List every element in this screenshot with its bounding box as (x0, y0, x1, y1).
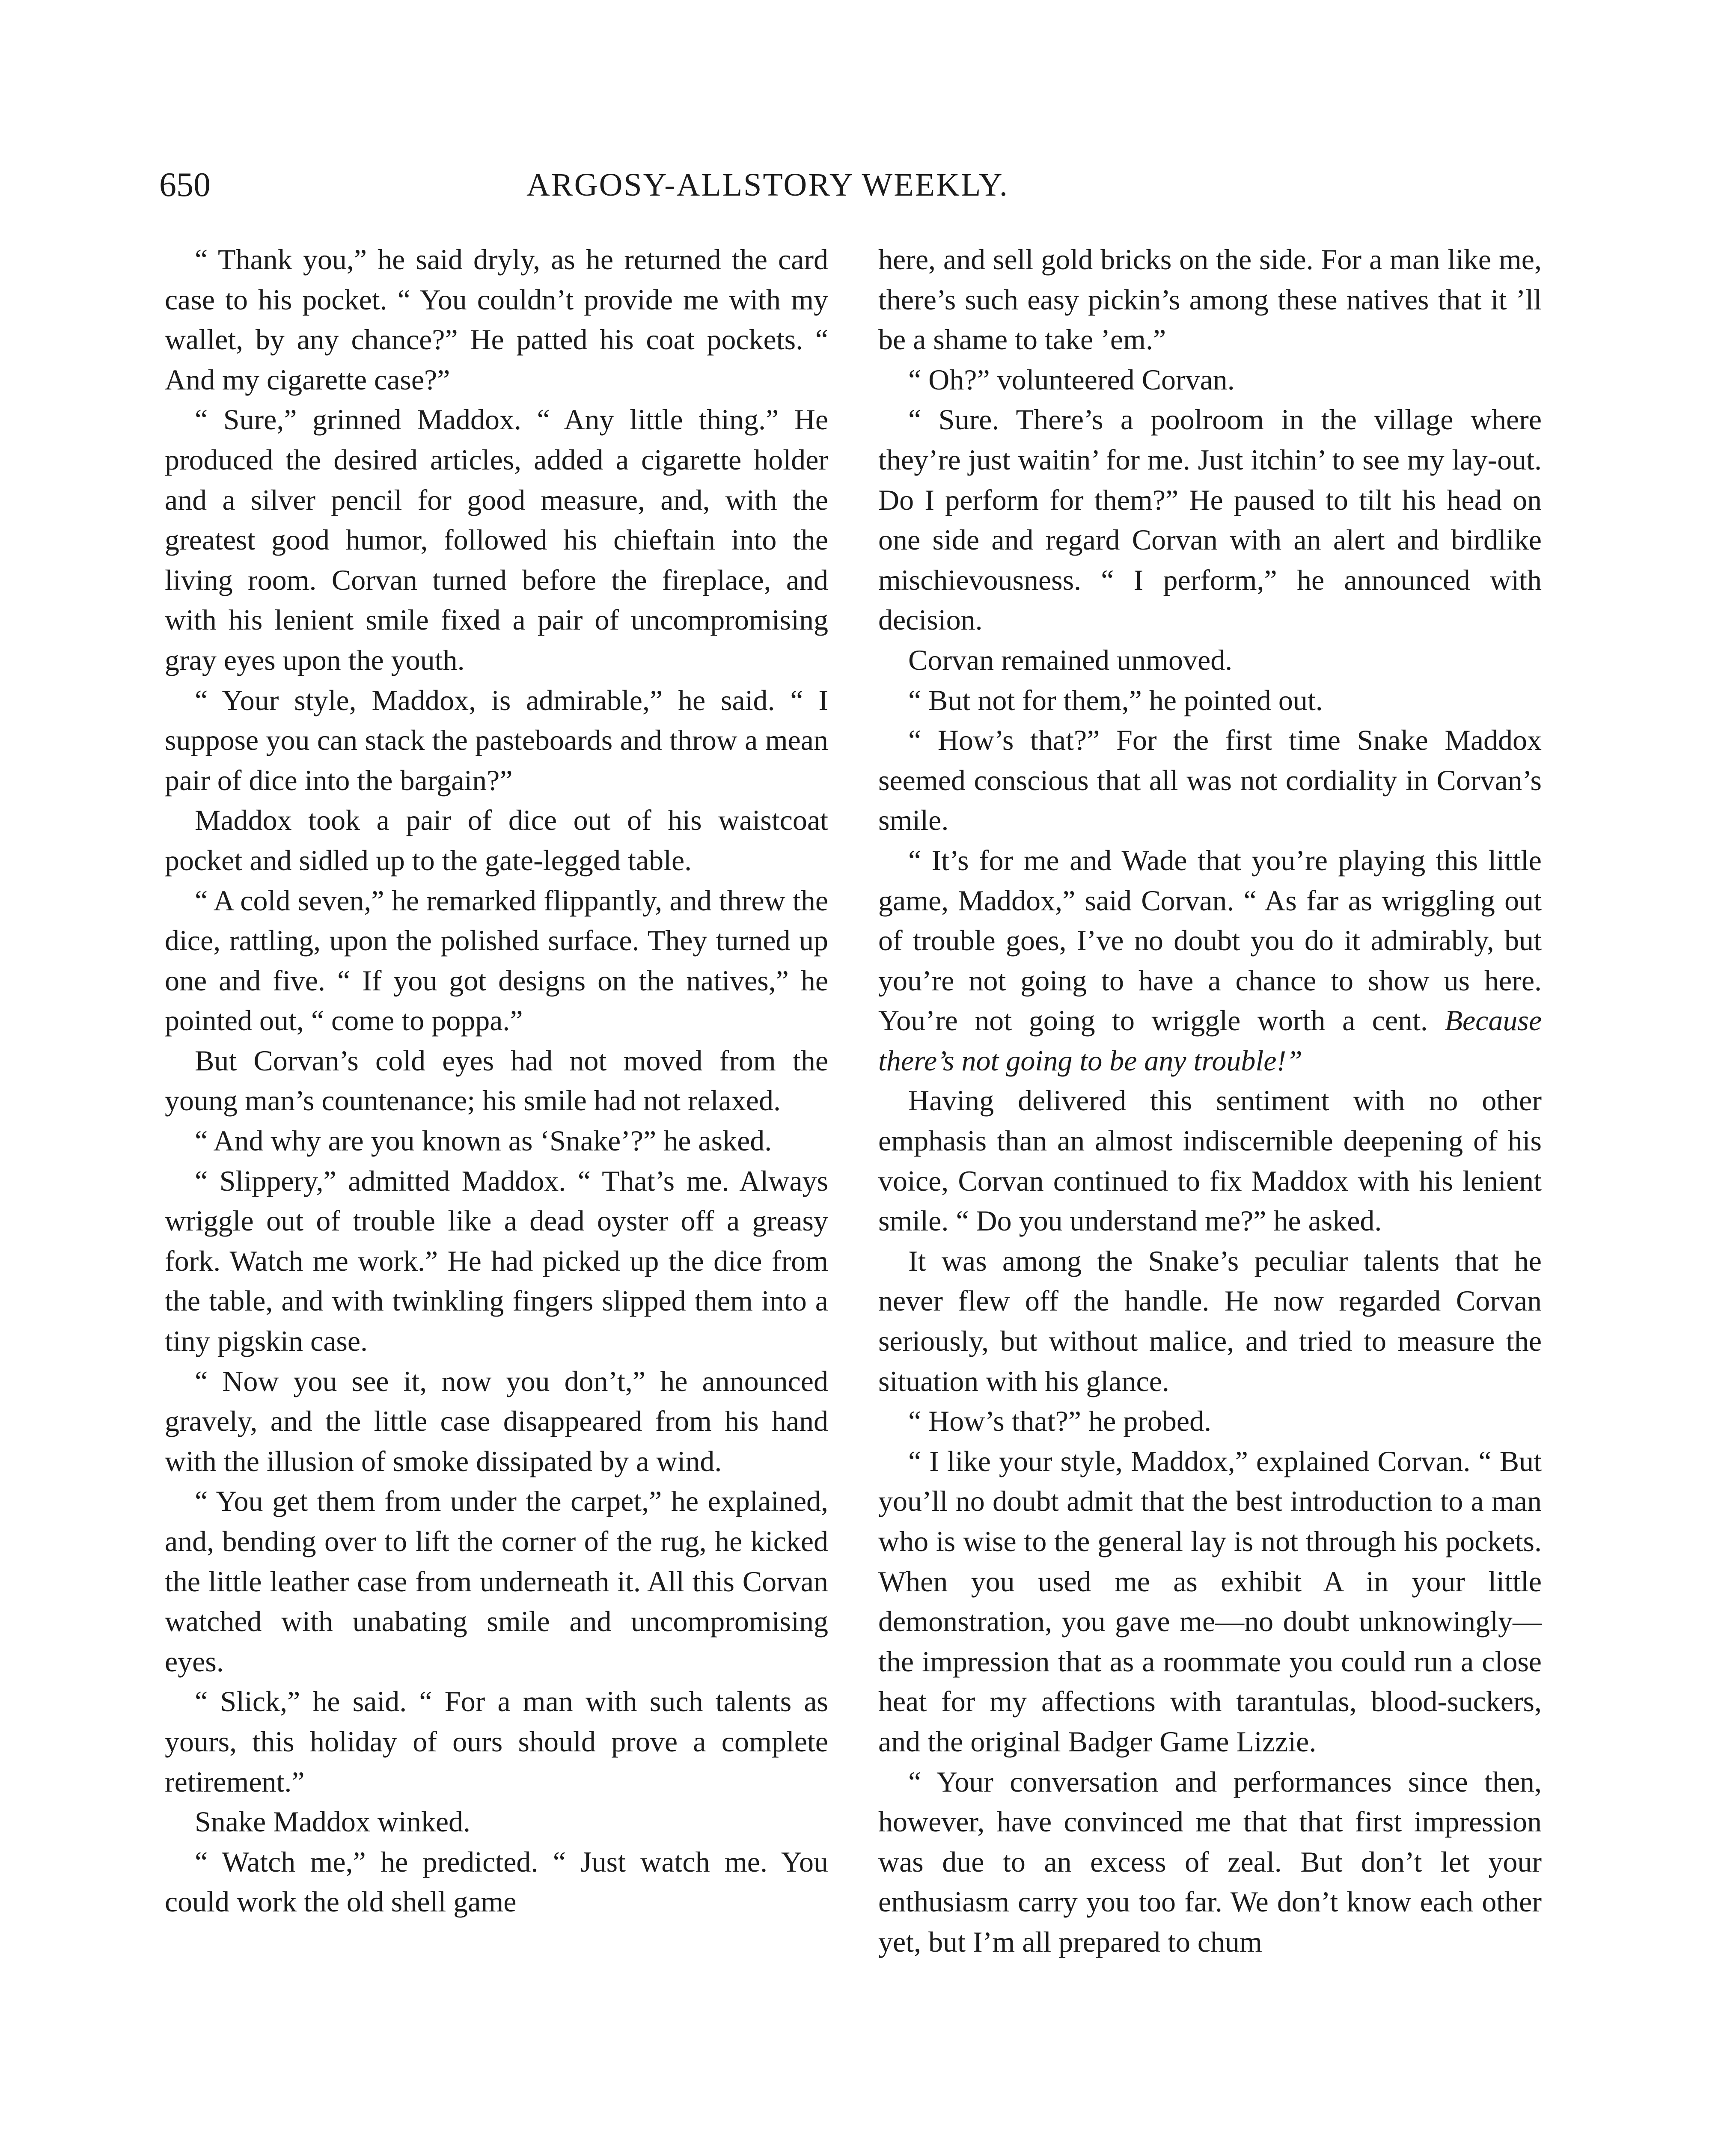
paragraph (165, 240, 828, 400)
paragraph-italic-text: Because there’s not going to be any trouble!” (878, 1004, 1542, 1077)
page-number: 650 (159, 166, 211, 204)
paragraph-text: “ You get them from under the carpet,” he explained, and, bending over to lift the corner of the rug, he kicked the little leather case from underneath it. All this Corvan watched with unabating smile and uncompromising eyes. (165, 1485, 828, 1678)
paragraph (878, 681, 1542, 721)
paragraph-text: “ How’s that?” For the first time Snake Maddox seemed conscious that all was not cordiality in Corvan’s smile. (878, 724, 1542, 837)
paragraph-text: here, and sell gold bricks on the side. For a man like me, there’s such easy pickin’s among these natives that it ’ll be a shame to take ’em.” (878, 243, 1542, 356)
paragraph (878, 1442, 1542, 1762)
paragraph-text: “ How’s that?” he probed. (908, 1405, 1212, 1438)
paragraph-text: “ I like your style, Maddox,” explained Corvan. “ But you’ll no doubt admit that the best introduction to a man who is wise to the general lay is not through his pockets. When you used me as exhibit A in your little demonstration, you gave me—no doubt unknowingly—the impression that as a roommate you could run a close heat for my affections with tarantulas, blood-suckers, and the original Badger Game Lizzie. (878, 1444, 1542, 1758)
paragraph (878, 1401, 1542, 1442)
paragraph (165, 400, 828, 680)
running-title: ARGOSY-ALLSTORY WEEKLY. (526, 167, 1009, 203)
paragraph (165, 1121, 828, 1161)
paragraph-text: “ It’s for me and Wade that you’re playing this little game, Maddox,” said Corvan. “ As far as wriggling out of trouble goes, I’ve no doubt you do it admirably, but you’re not going to have a chance to show us here. You’re not going to wriggle worth a cent. (878, 844, 1542, 1037)
paragraph (165, 1041, 828, 1121)
paragraph-text: “ Watch me,” he predicted. “ Just watch me. You could work the old shell game (165, 1845, 828, 1918)
paragraph (165, 800, 828, 880)
paragraph (165, 1161, 828, 1361)
paragraph (878, 240, 1542, 360)
paragraph (878, 841, 1542, 1081)
paragraph (878, 720, 1542, 841)
paragraph-text: It was among the Snake’s peculiar talents that he never flew off the handle. He now regarded Corvan seriously, but without malice, and tried to measure the situation with his glance. (878, 1244, 1542, 1397)
paragraph-text: Snake Maddox winked. (195, 1805, 471, 1838)
paragraph-text: “ Slick,” he said. “ For a man with such talents as yours, this holiday of ours should prove a complete retirement.” (165, 1685, 828, 1798)
paragraph-text: “ Your conversation and performances since then, however, have convinced me that that first impression was due to an excess of zeal. But don’t let your enthusiasm carry you too far. We don’t know each other yet, but I’m all prepared to chum (878, 1765, 1542, 1958)
paragraph-text: Corvan remained unmoved. (908, 643, 1233, 676)
paragraph (878, 400, 1542, 640)
left-column (165, 240, 828, 1922)
paragraph (165, 1481, 828, 1682)
paragraph-text: “ A cold seven,” he remarked flippantly, and threw the dice, rattling, upon the polished surface. They turned up one and five. “ If you got designs on the natives,” he pointed out, “ come to poppa.” (165, 884, 828, 1037)
paragraph (165, 881, 828, 1041)
paragraph (165, 1842, 828, 1922)
paragraph (878, 640, 1542, 681)
paragraph-text: Maddox took a pair of dice out of his waistcoat pocket and sidled up to the gate-legged table. (165, 804, 828, 877)
paragraph (165, 1802, 828, 1842)
paragraph-text: “ Now you see it, now you don’t,” he announced gravely, and the little case disappeared from his hand with the illusion of smoke dissipated by a wind. (165, 1364, 828, 1477)
paragraph (878, 360, 1542, 400)
paragraph-text: “ And why are you known as ‘Snake’?” he asked. (195, 1124, 772, 1157)
paragraph (165, 1682, 828, 1802)
paragraph (878, 1241, 1542, 1401)
paragraph (165, 1361, 828, 1482)
paragraph-text: But Corvan’s cold eyes had not moved from the young man’s countenance; his smile had not relaxed. (165, 1044, 828, 1117)
paragraph-text: “ Sure,” grinned Maddox. “ Any little thing.” He produced the desired articles, added a cigarette holder and a silver pencil for good measure, and, with the greatest good humor, followed his chieftain into the living room. Corvan turned before the fireplace, and with his lenient smile fixed a pair of uncompromising gray eyes upon the youth. (165, 403, 828, 676)
paragraph-text: “ Thank you,” he said dryly, as he returned the card case to his pocket. “ You couldn’t provide me with my wallet, by any chance?” He patted his coat pockets. “ And my cigarette case?” (165, 243, 828, 396)
paragraph-text: “ Sure. There’s a poolroom in the village where they’re just waitin’ for me. Just itchin’ to see my lay-out. Do I perform for them?” He paused to tilt his head on one side and regard Corvan with an alert and birdlike mischievousness. “ I perform,” he announced with decision. (878, 403, 1542, 636)
paragraph (165, 681, 828, 801)
paragraph-text: “ Slippery,” admitted Maddox. “ That’s me. Always wriggle out of trouble like a dead oyster off a greasy fork. Watch me work.” He had picked up the dice from the table, and with twinkling fingers slipped them into a tiny pigskin case. (165, 1164, 828, 1358)
right-column (878, 240, 1542, 1962)
paragraph-text: “ Your style, Maddox, is admirable,” he said. “ I suppose you can stack the pasteboards and throw a mean pair of dice into the bargain?” (165, 684, 828, 797)
paragraph-text: “ But not for them,” he pointed out. (908, 684, 1323, 716)
paragraph (878, 1081, 1542, 1241)
paragraph-text: Having delivered this sentiment with no other emphasis than an almost indiscernible deepening of his voice, Corvan continued to fix Maddox with his lenient smile. “ Do you understand me?” he asked. (878, 1084, 1542, 1237)
paragraph (878, 1762, 1542, 1962)
paragraph-text: “ Oh?” volunteered Corvan. (908, 363, 1235, 396)
